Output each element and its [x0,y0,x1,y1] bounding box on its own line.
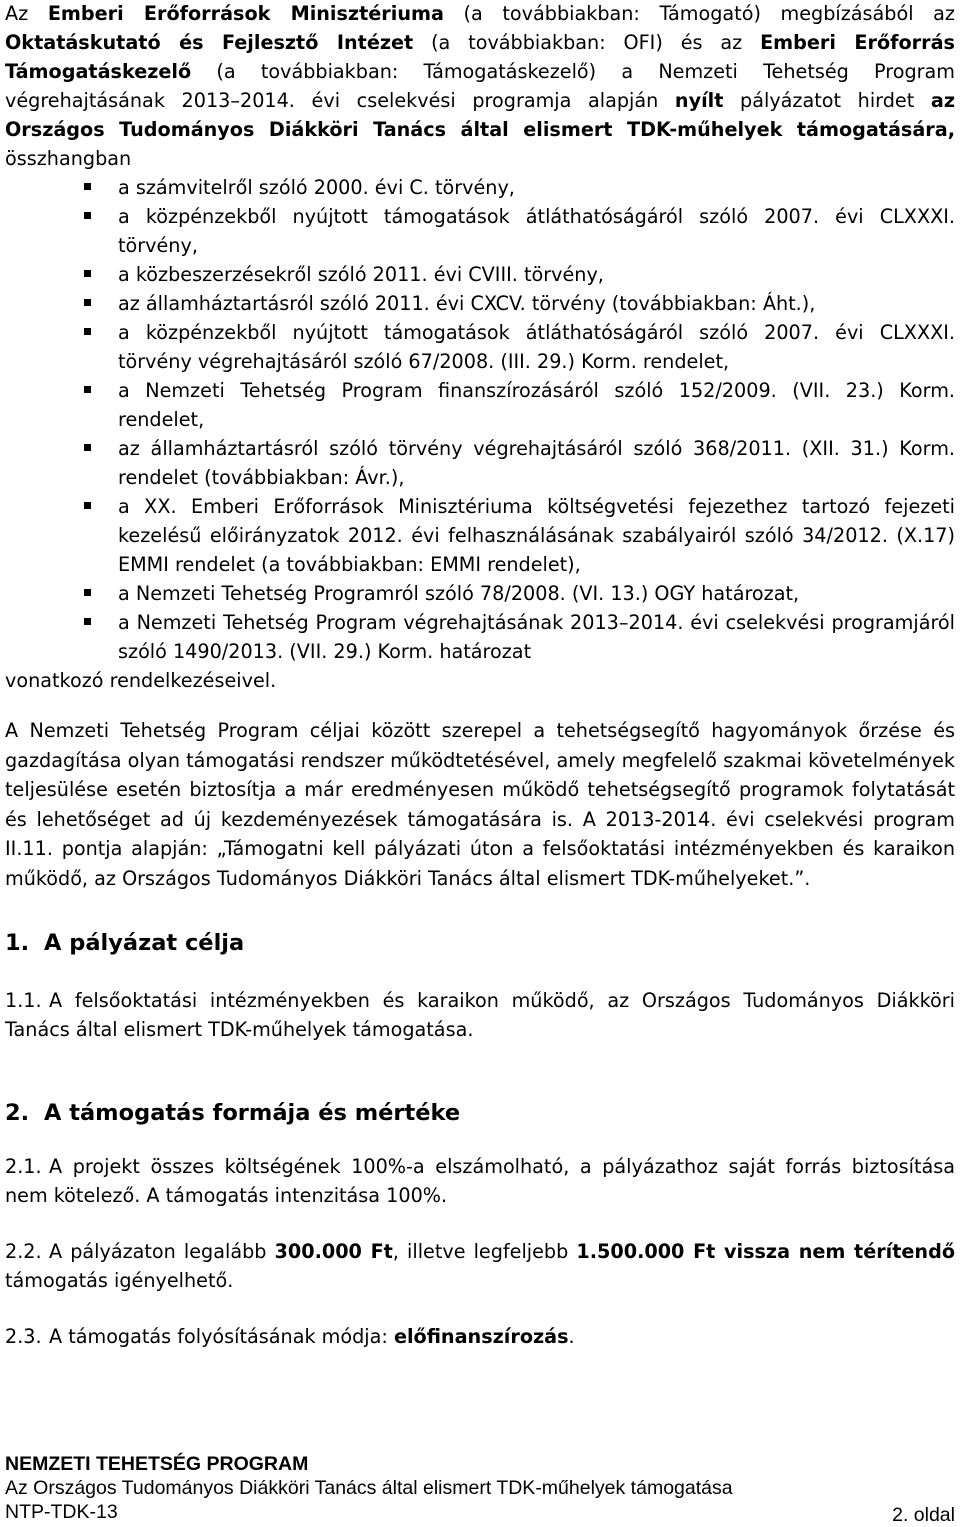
square-bullet-icon [84,589,91,596]
square-bullet-icon [84,299,91,306]
square-bullet-icon [84,618,91,625]
list-item: a számvitelről szóló 2000. évi C. törvény, [5,173,955,202]
square-bullet-icon [84,386,91,393]
document-page [5,0,955,1351]
square-bullet-icon [84,270,91,277]
square-bullet-icon [84,212,91,219]
section-2-heading: 2. A támogatás formája és mértéke [5,1100,461,1126]
item-2-3: 2.3. A támogatás folyósításának módja: előfinanszírozás. [5,1325,575,1348]
page-footer [5,1452,955,1524]
list-item: a közpénzekből nyújtott támogatások átláthatóságáról szóló 2007. évi CLXXXI. törvény végrehajtásáról szóló 67/2008. (III. 29.) Korm. rendelet, [5,318,955,376]
item-2-1: 2.1. A projekt összes költségének 100%-a elszámolható, a pályázathoz saját forrás biztosítása nem kötelező. A támogatás intenzitása 100%. [5,1155,955,1207]
item-1-1: 1.1. A felsőoktatási intézményekben és karaikon működő, az Országos Tudományos Diákköri Tanács által elismert TDK-műhelyek támogatása. [5,989,955,1041]
list-item: a Nemzeti Tehetség Programról szóló 78/2008. (VI. 13.) OGY határozat, [5,579,955,608]
square-bullet-icon [84,444,91,451]
footer-subtitle: Az Országos Tudományos Diákköri Tanács által elismert TDK-műhelyek támogatása [5,1477,733,1499]
list-item: az államháztartásról szóló törvény végrehajtásáról szóló 368/2011. (XII. 31.) Korm. rendelet (továbbiakban: Ávr.), [5,434,955,492]
closing-line: vonatkozó rendelkezéseivel. [5,669,277,692]
list-item: a Nemzeti Tehetség Program finanszírozásáról szóló 152/2009. (VII. 23.) Korm. rendelet, [5,376,955,434]
footer-code: NTP-TDK-13 [5,1501,118,1523]
list-item: a közpénzekből nyújtott támogatások átláthatóságáról szóló 2007. évi CLXXXI. törvény, [5,202,955,260]
list-item: a Nemzeti Tehetség Program végrehajtásának 2013–2014. évi cselekvési programjáról szóló 1490/2013. (VII. 29.) Korm. határozat [5,608,955,666]
footer-program: NEMZETI TEHETSÉG PROGRAM [5,1453,309,1475]
square-bullet-icon [84,328,91,335]
section-1-heading: 1. A pályázat célja [5,930,245,956]
page-number: 2. oldal [892,1504,955,1526]
list-item: az államháztartásról szóló 2011. évi CXCV. törvény (továbbiakban: Áht.), [5,289,955,318]
square-bullet-icon [84,502,91,509]
list-item: a XX. Emberi Erőforrások Minisztériuma költségvetési fejezethez tartozó fejezeti kezelésű előirányzatok 2012. évi felhasználásának szabályairól szóló 34/2012. (X.17) EMMI rendelet (a továbbiakban: EMMI rendelet), [5,492,955,579]
item-2-2: 2.2. A pályázaton legalább 300.000 Ft, illetve legfeljebb 1.500.000 Ft vissza nem térítendő támogatás igényelhető. [5,1240,956,1292]
law-list [5,173,955,666]
intro-paragraph: Az Emberi Erőforrások Minisztériuma (a továbbiakban: Támogató) megbízásából az Oktatáskutató és Fejlesztő Intézet (a továbbiakban: OFI) és az Emberi Erőforrás Támogatáskezelő (a továbbiakban: Támogatáskezelő) a Nemzeti Tehetség Program végrehajtásának 2013–2014. évi cselekvési programja alapján nyílt pályázatot hirdet az Országos Tudományos Diákköri Tanács által elismert TDK-műhelyek támogatására, összhangban [5,2,955,170]
square-bullet-icon [84,183,91,190]
list-item: a közbeszerzésekről szóló 2011. évi CVIII. törvény, [5,260,955,289]
ntp-goals-paragraph: A Nemzeti Tehetség Program céljai között szerepel a tehetségsegítő hagyományok őrzése és gazdagítása olyan támogatási rendszer működtetésével, amely megfelelő szakmai követelmények teljesülése esetén biztosítja a már eredményesen működő tehetségsegítő programok folytatását és lehetőséget ad új kezdeményezések támogatására is. A 2013-2014. évi cselekvési program II.11. pontja alapján: „Támogatni kell pályázati úton a felsőoktatási intézményekben és karaikon működő, az Országos Tudományos Diákköri Tanács által elismert TDK-műhelyeket.”. [5,719,955,890]
